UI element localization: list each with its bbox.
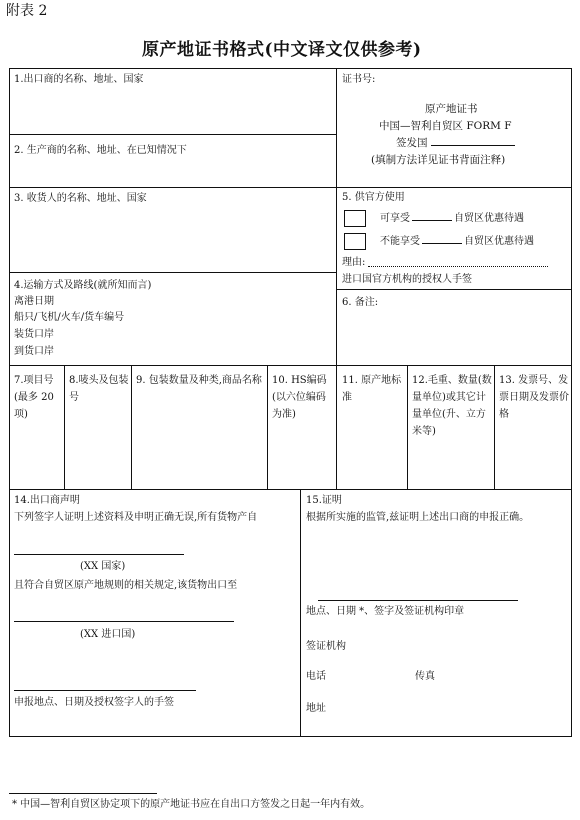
invoice-header: 13. 发票号、发票日期及发票价格: [499, 375, 569, 420]
transport-vessel-label: 船只/飞机/火车/货车编号: [14, 312, 125, 323]
transport-loading-port-label: 装货口岸: [14, 329, 54, 340]
exporter-signature-line: [14, 690, 196, 691]
exporter-field-label: 1.出口商的名称、地址、国家: [14, 74, 144, 85]
fax-label: 传真: [415, 671, 435, 682]
preferential-checkbox[interactable]: [344, 210, 366, 227]
weight-quantity-header: 12.毛重、数量(数量单位)或其它计量单位(升、立方米等): [412, 375, 492, 437]
import-country-line: [14, 621, 234, 622]
certification-place-date-caption: 地点、日期 *、签字及签证机构印章: [306, 606, 465, 617]
official-use-label: 5. 供官方使用: [342, 192, 405, 203]
certificate-notes-hint: (填制方法详见证书背面注释): [371, 154, 506, 166]
transport-discharge-port-label: 到货口岸: [14, 346, 54, 357]
origin-country-line: [14, 554, 184, 555]
certificate-title: 原产地证书: [425, 103, 478, 115]
footnote: * 中国—智利自贸区协定项下的原产地证书应在自出口方签发之日起一年内有效。: [12, 799, 371, 810]
item-number-header: 7.项目号 (最多 20 项): [14, 375, 54, 420]
reason-dotted-line: [368, 266, 548, 267]
certificate-number-label: 证书号:: [342, 74, 376, 85]
telephone-label: 电话: [306, 671, 326, 682]
footnote-separator: [9, 793, 157, 794]
certification-title: 15.证明: [306, 495, 342, 506]
packages-description-header: 9. 包装数量及种类,商品名称: [136, 375, 262, 386]
exporter-declaration-text: 下列签字人证明上述资料及申明正确无误,所有货物产自: [14, 512, 258, 523]
hs-code-header: 10. HS编码 (以六位编码为准): [272, 375, 327, 420]
certification-text: 根据所实施的监管,兹证明上述出口商的申报正确。: [306, 512, 530, 523]
preferential-option-label: 可享受 自贸区优惠待遇: [380, 213, 524, 224]
transport-departure-label: 离港日期: [14, 296, 54, 307]
transport-field-label: 4.运输方式及路线(就所知而言): [14, 280, 152, 291]
exporter-signature-caption: 申报地点、日期及授权签字人的手签: [14, 697, 174, 708]
certification-signature-line: [318, 600, 518, 601]
certificate-form-name: 中国—智利自贸区 FORM F: [379, 120, 512, 132]
origin-criterion-header: 11. 原产地标准: [342, 375, 402, 403]
consignee-field-label: 3. 收货人的名称、地址、国家: [14, 193, 147, 204]
import-country-caption: (XX 进口国): [80, 629, 136, 640]
issuing-agency-label: 签证机构: [306, 641, 346, 652]
producer-field-label: 2. 生产商的名称、地址、在已知情况下: [14, 145, 187, 156]
non-preferential-option-label: 不能享受 自贸区优惠待遇: [380, 236, 534, 247]
reason-label: 理由:: [342, 257, 366, 268]
annex-label: 附表 2: [6, 3, 48, 19]
origin-country-caption: (XX 国家): [80, 561, 126, 572]
export-compliance-text: 且符合自贸区原产地规则的相关规定,该货物出口至: [14, 580, 238, 591]
issuing-country-label: 签发国: [396, 138, 515, 149]
exporter-declaration-title: 14.出口商声明: [14, 495, 80, 506]
remarks-label: 6. 备注:: [342, 297, 379, 308]
marks-numbers-header: 8.唛头及包装号: [69, 375, 129, 403]
page-title: 原产地证书格式(中文译文仅供参考): [142, 40, 422, 60]
importing-authority-sign-label: 进口国官方机构的授权人手签: [342, 274, 472, 285]
address-label: 地址: [306, 703, 326, 714]
non-preferential-checkbox[interactable]: [344, 233, 366, 250]
